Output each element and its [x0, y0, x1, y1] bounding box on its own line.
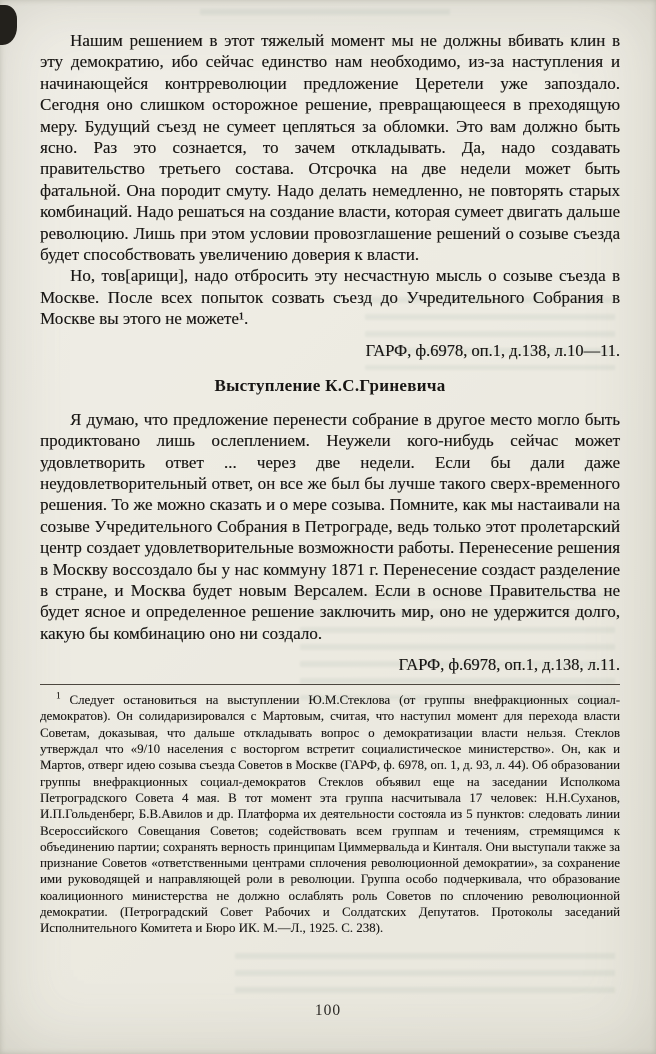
- archive-citation-2: ГАРФ, ф.6978, оп.1, д.138, л.11.: [398, 655, 620, 675]
- page-number: 100: [314, 1002, 342, 1019]
- section-heading-grinevich: Выступление К.С.Гриневича: [214, 375, 446, 395]
- speech1-paragraph-2: Но, тов[арищи], надо отбросить эту несчастную мысль о созыве съезда в Москве. После всех попыток созвать съезд до Учредительного Собрания в Москве вы этого не можете¹.: [40, 266, 620, 329]
- bleedthrough-top: [200, 4, 450, 19]
- bleedthrough-bottom: [235, 948, 615, 1000]
- footnote-separator: [40, 684, 620, 685]
- scan-artifact-corner: [0, 5, 17, 45]
- archive-citation-1: ГАРФ, ф.6978, оп.1, д.138, л.10—11.: [365, 340, 620, 360]
- speech2-paragraph: Я думаю, что предложение перенести собрание в другое место могло быть продиктовано лишь ослеплением. Неужели кого-нибудь сейчас может удовлетворить ответ ... через две недели. Если бы дали даже неудовлетворительный ответ, он все же был бы лучше такого сверх-временного решения. То же можно сказать и о мере созыва. Помните, как мы настаивали на созыве Учредительного Собрания в Петрограде, ведь только этот пролетарский центр создает удовлетворительные возможности работы. Перенесение решения в Москву воссоздало бы у нас коммуну 1871 г. Перенесение создаст разделение в стране, и Москва будет новым Версалем. Если в основе Правительства не будет ясное и определенное решение заключить мир, оно не удержится долго, какую бы комбинацию оно ни создало.: [40, 409, 620, 643]
- speech1-paragraph-1: Нашим решением в этот тяжелый момент мы не должны вбивать клин в эту демократию, ибо сейчас единство нам необходимо, из-за наступления и начинающейся контрреволюции предложение Церетели уже запоздало. Сегодня оно слишком осторожное решение, превращающееся в преходящую меру. Будущий съезд не сумеет цепляться за обломки. Это вам должно быть ясно. Раз это сознается, то зачем откладывать. Да, надо создавать правительство третьего состава. Отсрочка на две недели может быть фатальной. Она породит смуту. Надо делать немедленно, не повторять старых комбинаций. Надо решаться на создание власти, которая сумеет двигать дальше революцию. Лишь при этом условии провозглашение решений о созыве съезда будет способствовать увеличению доверия к власти.: [40, 31, 620, 265]
- text-block: [40, 30, 620, 937]
- footnote-body: Следует остановиться на выступлении Ю.М.Стеклова (от группы внефракционных социал-демократов). Он солидаризировался с Мартовым, считая, что наступил момент для перехода власти Советам, доказывая, что дальше откладывать вопрос о демократизации власти нельзя. Стеклов утверждал что «9/10 населения с восторгом встретит социалистическое министерство». Он, как и Мартов, отверг идею созыва съезда Советов в Москве (ГАРФ, ф. 6978, оп. 1, д. 93, л. 44). Об образовании группы внефракционных социал-демократов Стеклов объявил еще на заседании Исполкома Петроградского Совета 4 мая. В тот момент эта группа насчитывала 17 человек: Н.Н.Суханов, И.П.Гольденберг, Б.В.Авилов и др. Платформа их деятельности состояла из 5 пунктов: следовать линии Всероссийского Совещания Советов; содействовать всем группам и течениям, стремящимся к объединению партии; сохранять верность принципам Циммервальда и Кинталя. Они выступали также за признание Советов «ответственными центрами сплочения революционной демократии», за сохранение ими руководящей и направляющей роли в революции. Группа особо подчеркивала, что образование коалиционного министерства не должно ослаблять роль Советов по сплочению революционной демократии. (Петроградский Совет Рабочих и Солдатских Депутатов. Протоколы заседаний Исполнительного Комитета и Бюро ИК. М.—Л., 1925. С. 238).: [40, 693, 620, 936]
- footnote-marker: 1: [56, 690, 61, 701]
- footnote-text: [40, 692, 620, 936]
